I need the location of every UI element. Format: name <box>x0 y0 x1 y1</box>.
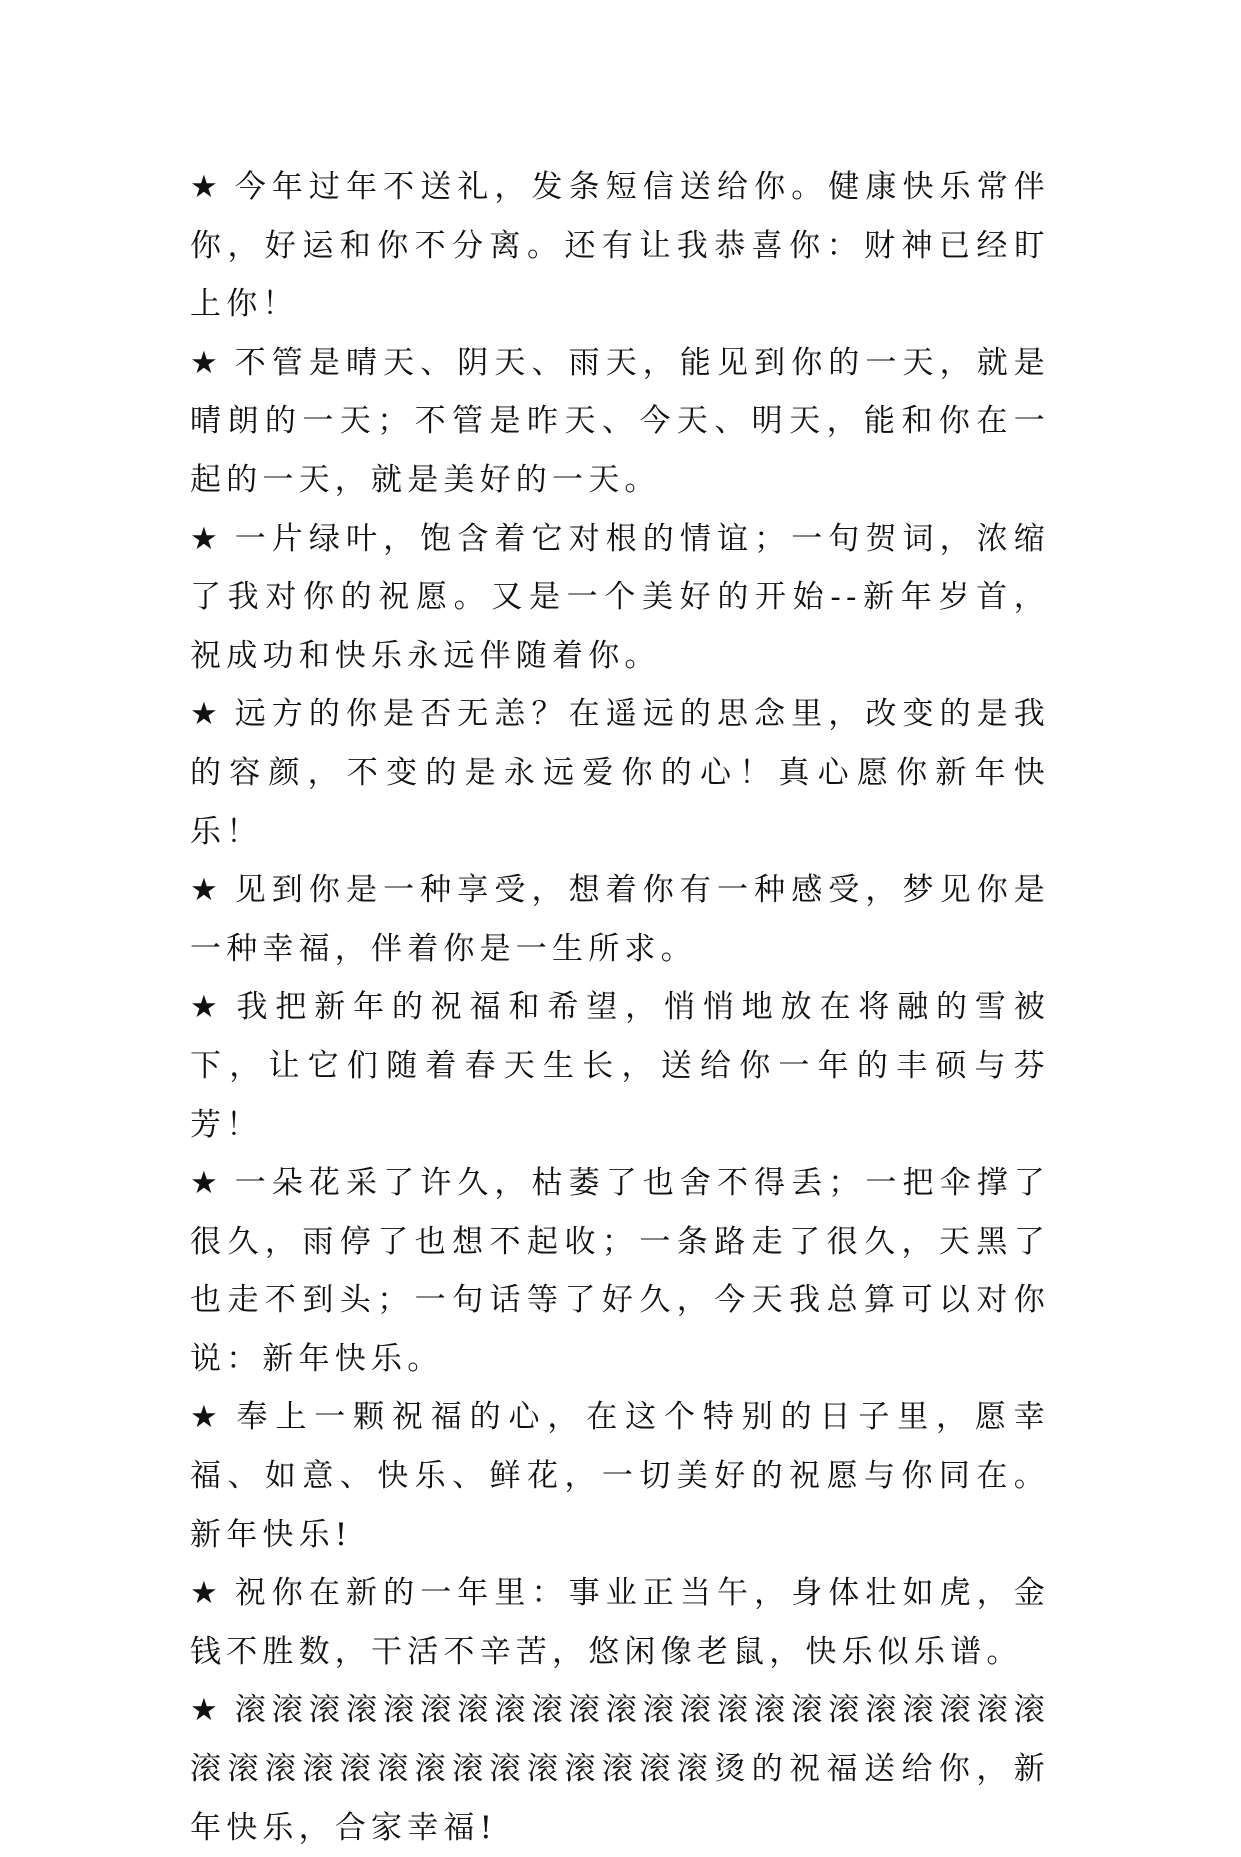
greeting-entry-5 <box>190 861 1050 978</box>
greeting-entry-10 <box>190 1681 1050 1857</box>
star-bullet-icon: ★ <box>190 989 218 1026</box>
greeting-text: 奉上一颗祝福的心，在这个特别的日子里，愿幸福、如意、快乐、鲜花，一切美好的祝愿与你同在。新年快乐! <box>190 1399 1050 1553</box>
greeting-text: 今年过年不送礼，发条短信送给你。健康快乐常伴你，好运和你不分离。还有让我恭喜你：财神已经盯上你！ <box>190 169 1050 323</box>
greeting-text: 一片绿叶，饱含着它对根的情谊；一句贺词，浓缩了我对你的祝愿。又是一个美好的开始--新年岁首，祝成功和快乐永远伴随着你。 <box>190 520 1050 674</box>
greeting-text: 见到你是一种享受，想着你有一种感受，梦见你是一种幸福，伴着你是一生所求。 <box>190 872 1050 967</box>
star-bullet-icon: ★ <box>190 1692 218 1729</box>
greeting-entry-2 <box>190 334 1050 510</box>
greeting-entry-1 <box>190 158 1050 334</box>
star-bullet-icon: ★ <box>190 1399 218 1436</box>
star-bullet-icon: ★ <box>190 344 218 381</box>
greeting-entry-7 <box>190 1154 1050 1388</box>
greeting-entry-6 <box>190 978 1050 1154</box>
greeting-entry-8 <box>190 1388 1050 1564</box>
star-bullet-icon: ★ <box>190 872 218 909</box>
greeting-text: 滚滚滚滚滚滚滚滚滚滚滚滚滚滚滚滚滚滚滚滚滚滚滚滚滚滚滚滚滚滚滚滚滚滚滚滚烫的祝福送给你，新年快乐，合家幸福! <box>190 1692 1050 1846</box>
star-bullet-icon: ★ <box>190 169 218 205</box>
star-bullet-icon: ★ <box>190 520 218 557</box>
greeting-entry-3 <box>190 510 1050 686</box>
star-bullet-icon: ★ <box>190 1575 218 1612</box>
greeting-entry-9 <box>190 1564 1050 1681</box>
greeting-text: 远方的你是否无恙？在遥远的思念里，改变的是我的容颜，不变的是永远爱你的心！真心愿你新年快乐！ <box>190 696 1050 850</box>
greeting-text: 一朵花采了许久，枯萎了也舍不得丢；一把伞撑了很久，雨停了也想不起收；一条路走了很久，天黑了也走不到头；一句话等了好久，今天我总算可以对你说：新年快乐。 <box>190 1165 1050 1377</box>
document-body <box>190 158 1050 1857</box>
star-bullet-icon: ★ <box>190 696 218 733</box>
greeting-text: 我把新年的祝福和希望，悄悄地放在将融的雪被下，让它们随着春天生长，送给你一年的丰硕与芬芳！ <box>190 989 1050 1143</box>
greeting-entry-4 <box>190 685 1050 861</box>
star-bullet-icon: ★ <box>190 1165 218 1202</box>
greeting-text: 不管是晴天、阴天、雨天，能见到你的一天，就是晴朗的一天；不管是昨天、今天、明天，能和你在一起的一天，就是美好的一天。 <box>190 344 1050 498</box>
greeting-text: 祝你在新的一年里：事业正当午，身体壮如虎，金钱不胜数，干活不辛苦，悠闲像老鼠，快乐似乐谱。 <box>190 1575 1050 1670</box>
